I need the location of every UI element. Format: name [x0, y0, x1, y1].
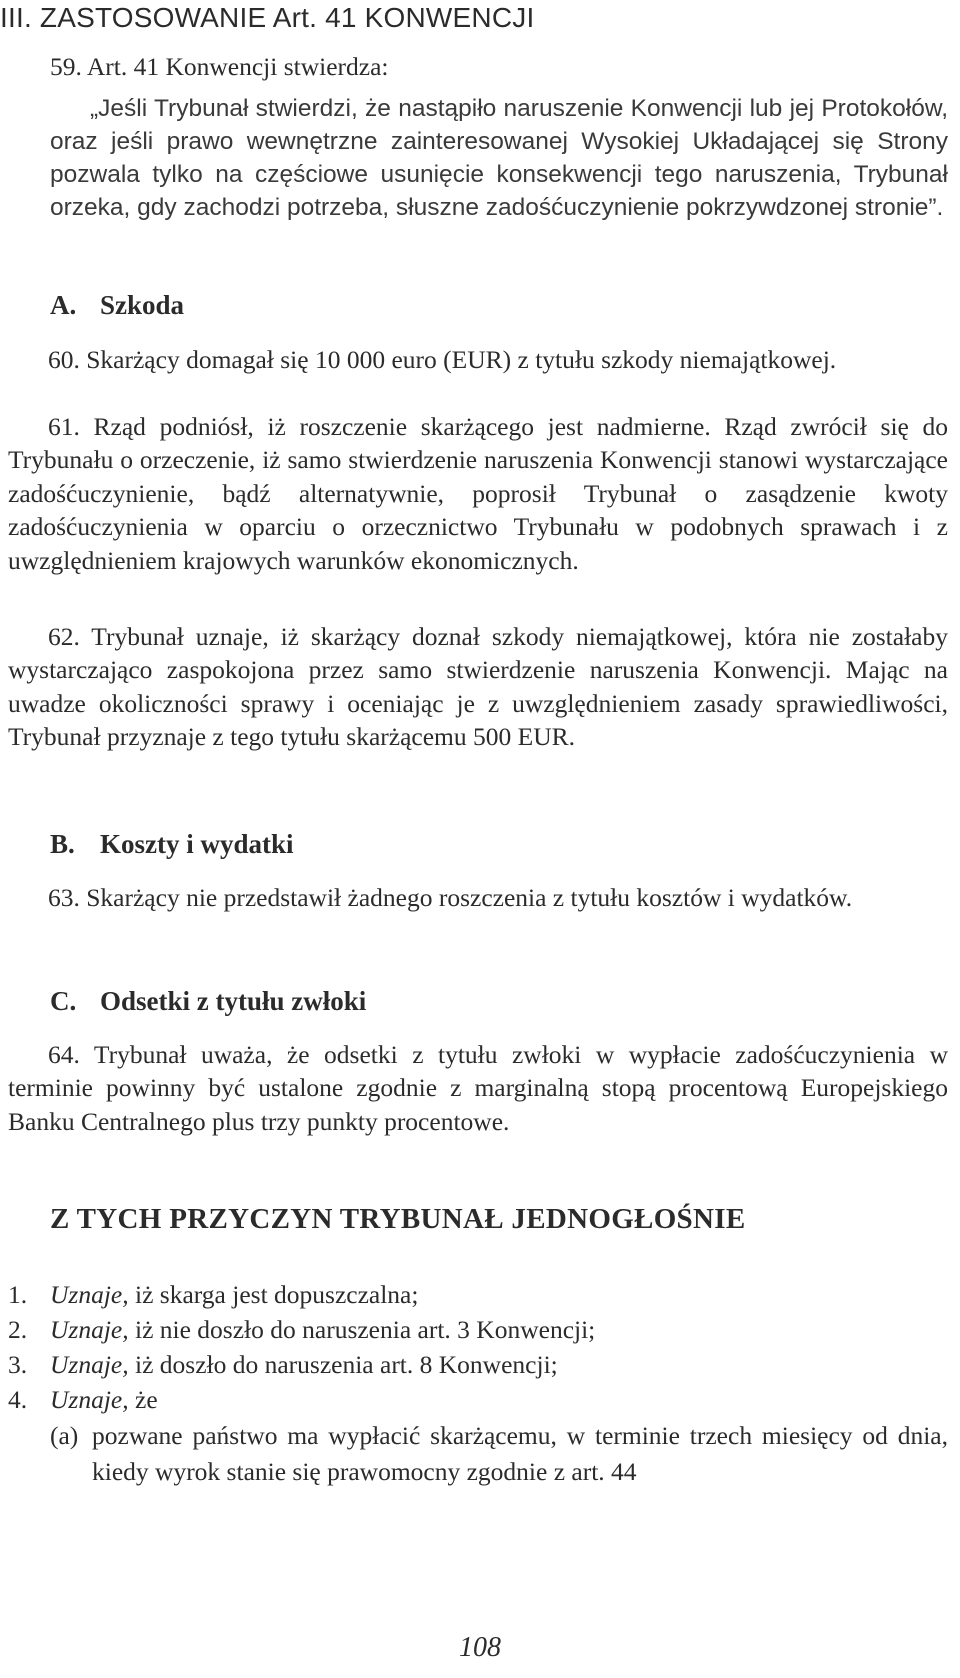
- sub-item-text: pozwane państwo ma wypłacić skarżącemu, w terminie trzech miesięcy od dnia, kiedy wyrok stanie się prawomocny zgodnie z art. 44: [92, 1421, 948, 1486]
- list-verb: Uznaje,: [50, 1350, 129, 1379]
- list-verb: Uznaje,: [50, 1315, 129, 1344]
- paragraph-59-quote: „Jeśli Trybunał stwierdzi, że nastąpiło naruszenie Konwencji lub jej Protokołów, oraz jeśli prawo wewnętrzne zainteresowanej Wysokiej Układającej się Strony pozwala tylko na częściowe usunięcie konsekwencji tego naruszenia, Trybunał orzeka, gdy zachodzi potrzeba, słuszne zadośćuczynienie pokrzywdzonej stronie”.: [50, 95, 948, 221]
- list-item-3: [8, 1348, 558, 1381]
- list-number: 2.: [8, 1315, 28, 1344]
- list-number: 1.: [8, 1280, 28, 1309]
- paragraph-64: 64. Trybunał uważa, że odsetki z tytułu zwłoki w wypłacie zadośćuczynienia w terminie powinny być ustalone zgodnie z marginalną stopą procentową Europejskiego Banku Centralnego plus trzy punkty procentowe.: [8, 1040, 948, 1136]
- list-text: iż skarga jest dopuszczalna;: [128, 1280, 419, 1309]
- subsection-a-heading: [50, 290, 184, 321]
- list-item-2: [8, 1313, 595, 1346]
- list-item-1: [8, 1278, 418, 1311]
- subsection-b-title: Koszty i wydatki: [100, 829, 294, 859]
- list-number: 3.: [8, 1350, 28, 1379]
- list-item-4: [8, 1383, 158, 1416]
- subsection-c-heading: [50, 986, 366, 1017]
- list-sub-item-a: [50, 1418, 948, 1490]
- list-number: 4.: [8, 1385, 28, 1414]
- section-heading: III. ZASTOSOWANIE Art. 41 KONWENCJI: [0, 2, 535, 33]
- paragraph-61: 61. Rząd podniósł, iż roszczenie skarżącego jest nadmierne. Rząd zwrócił się do Trybunału o orzeczenie, iż samo stwierdzenie naruszenia Konwencji stanowi wystarczające zadośćuczynienie, bądź alternatywnie, poprosił Trybunał o zasądzenie kwoty zadośćuczynienia w oparciu o orzecznictwo Trybunału w podobnych sprawach i z uwzględnieniem krajowych warunków ekonomicznych.: [8, 412, 948, 575]
- subsection-c-title: Odsetki z tytułu zwłoki: [100, 986, 367, 1016]
- subsection-a-title: Szkoda: [100, 290, 185, 320]
- conclusion-heading: Z TYCH PRZYCZYN TRYBUNAŁ JEDNOGŁOŚNIE: [50, 1203, 746, 1235]
- paragraph-60: 60. Skarżący domagał się 10 000 euro (EUR) z tytułu szkody niemajątkowej.: [48, 345, 837, 374]
- subsection-b-letter: B.: [50, 829, 75, 859]
- subsection-b-heading: [50, 829, 294, 860]
- list-text: iż nie doszło do naruszenia art. 3 Konwencji;: [128, 1315, 596, 1344]
- sub-item-label: (a): [50, 1421, 79, 1450]
- subsection-a-letter: A.: [50, 290, 77, 320]
- paragraph-59-intro: 59. Art. 41 Konwencji stwierdza:: [50, 52, 389, 81]
- paragraph-63: 63. Skarżący nie przedstawił żadnego roszczenia z tytułu kosztów i wydatków.: [48, 883, 853, 912]
- list-text: że: [128, 1385, 158, 1414]
- subsection-c-letter: C.: [50, 986, 77, 1016]
- list-text: iż doszło do naruszenia art. 8 Konwencji;: [128, 1350, 558, 1379]
- list-verb: Uznaje,: [50, 1385, 129, 1414]
- list-verb: Uznaje,: [50, 1280, 129, 1309]
- page-number: 108: [459, 1632, 501, 1663]
- paragraph-62: 62. Trybunał uznaje, iż skarżący doznał szkody niemajątkowej, która nie zostałaby wystarczająco zaspokojona przez samo stwierdzenie naruszenia Konwencji. Mając na uwadze okoliczności sprawy i oceniając je z uwzględnieniem zasady sprawiedliwości, Trybunał przyznaje z tego tytułu skarżącemu 500 EUR.: [8, 622, 948, 752]
